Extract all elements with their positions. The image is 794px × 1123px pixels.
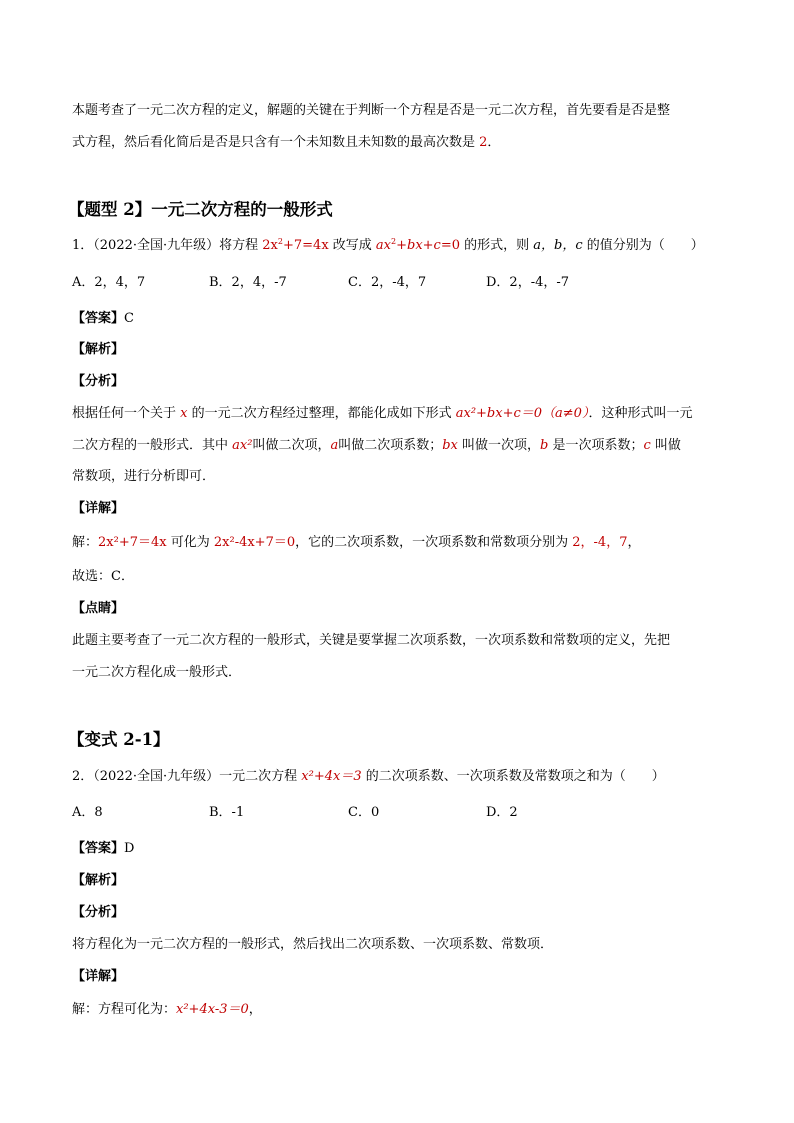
option-c: C．2，-4，7 <box>348 275 427 290</box>
section-title: 【题型 2】一元二次方程的一般形式 <box>68 200 333 219</box>
choose-line: 故选：C． <box>72 569 134 584</box>
question-2-stem: 2．（2022·全国·九年级）一元二次方程 x²+4x＝3 的二次项系数、一次项系数及常数项之和为（ ） <box>72 769 665 784</box>
option-c: C．0 <box>348 805 380 820</box>
stem-text: 改写成 <box>328 238 376 253</box>
dianjing-line-1: 此题主要考查了一元二次方程的一般形式，关键是要掌握二次项系数，一次项系数和常数项的定义，先把 <box>72 633 671 648</box>
option-a: A．8 <box>72 805 103 820</box>
detail-line: 解：方程可化为：x²+4x-3＝0， <box>72 1002 262 1017</box>
fenxi-label: 【分析】 <box>72 905 125 920</box>
fenxi-line-2: 二次方程的一般形式．其中 ax²叫做二次项，a叫做二次项系数；bx 叫做一次项，b 是一次项系数；c 叫做 <box>72 438 681 453</box>
question-1-stem <box>72 236 704 256</box>
variables: a，b，c <box>533 238 583 253</box>
intro-line-2 <box>72 133 500 153</box>
option-b: B．-1 <box>209 805 245 820</box>
variant-title: 【变式 2-1】 <box>68 730 170 749</box>
fenxi-line-3: 常数项，进行分析即可． <box>72 469 216 484</box>
question-source: （2022·全国·九年级） <box>93 238 220 253</box>
fenxi-line-1: 根据任何一个关于 x 的一元二次方程经过整理，都能化成如下形式 ax²+bx+c＝0（a≠0）．这种形式叫一元 <box>72 406 693 421</box>
option-a: A．2，4，7 <box>72 275 146 290</box>
dianjing-line-2: 一元二次方程化成一般形式． <box>72 665 242 680</box>
analysis-label: 【解析】 <box>72 873 125 888</box>
intro-text: 式方程，然后看化简后是否是只含有一个未知数且未知数的最高次数是 <box>72 135 480 150</box>
fenxi-line: 将方程化为一元二次方程的一般形式，然后找出二次项系数、一次项系数、常数项． <box>72 937 554 952</box>
option-b: B．2，4，-7 <box>209 275 287 290</box>
answer-row: 【答案】D <box>72 841 135 856</box>
stem-text: 的形式，则 <box>460 238 534 253</box>
fenxi-label: 【分析】 <box>72 374 125 389</box>
detail-label: 【详解】 <box>72 969 125 984</box>
answer-label: 【答案】 <box>72 311 125 326</box>
stem-text: 的值分别为（ ） <box>582 238 704 253</box>
intro-line-1: 本题考查了一元二次方程的定义，解题的关键在于判断一个方程是否是一元二次方程，首先要看是否是整 <box>72 103 671 118</box>
stem-text: 将方程 <box>219 238 263 253</box>
intro-end: ． <box>487 135 501 150</box>
question-number: 1． <box>72 238 94 253</box>
dianjing-label: 【点睛】 <box>72 601 125 616</box>
answer-row <box>72 309 134 329</box>
option-d: D．2，-4，-7 <box>486 275 570 290</box>
equation-2: $ax^2+bx+c=0$ <box>375 237 461 253</box>
analysis-label: 【解析】 <box>72 342 125 357</box>
option-d: D．2 <box>486 805 518 820</box>
detail-label: 【详解】 <box>72 501 125 516</box>
detail-line: 解：2x²+7＝4x 可化为 2x²-4x+7＝0，它的二次项系数，一次项系数和常数项分别为 2，-4，7， <box>72 535 641 550</box>
answer-value: C <box>124 311 134 326</box>
intro-number: 2 <box>479 135 488 150</box>
equation-1: $2x^2+7=4x$ <box>262 237 329 253</box>
